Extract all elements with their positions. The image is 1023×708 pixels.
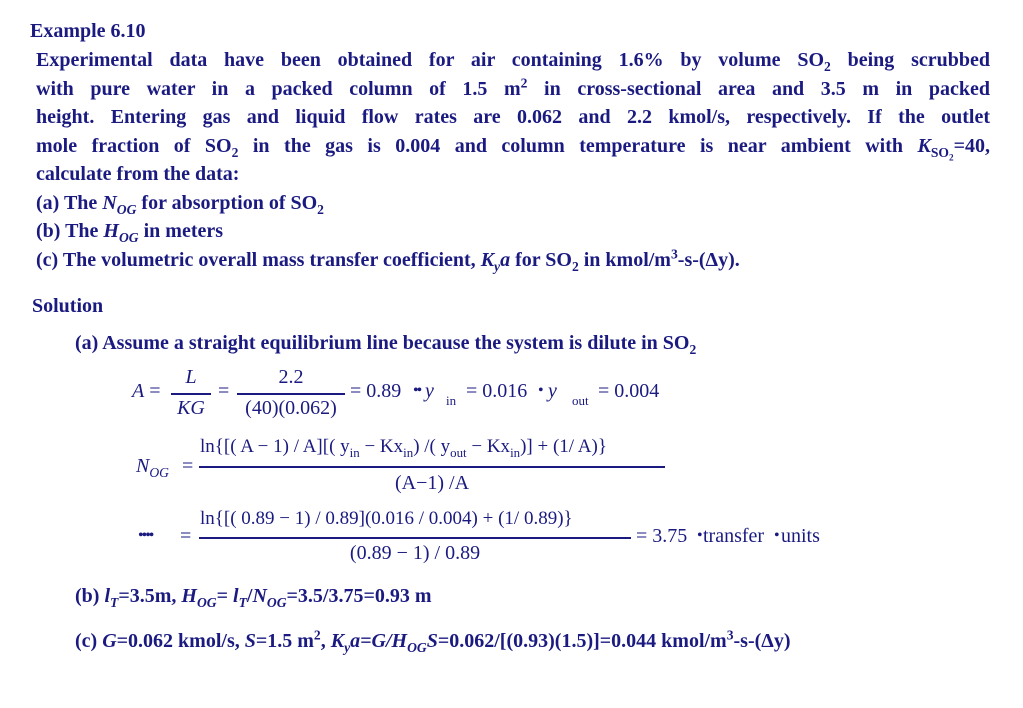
eq2-numerator: ln{[( A − 1) / A][( $y_{in} - Kx_{in}$) /( $y_{out} - Kx_{in})] + (1/$ A)}	[200, 436, 607, 460]
solution-heading: Solution	[32, 295, 104, 317]
problem-line-1: Experimental data have been obtained for air containing 1.6% by volume $SO_2$ being scrubbed	[36, 49, 991, 74]
problem-statement	[36, 46, 990, 274]
problem-item-c: (c) The volumetric overall mass transfer coefficient, $K_ya$ for $SO_2$ in kmol/$m^3-s-(\Delta y)$.	[36, 245, 740, 274]
problem-line-5: calculate from the data:	[36, 163, 240, 185]
eq2-bar	[199, 466, 665, 468]
problem-item-b: (b) The $H_{OG}$ in meters	[36, 220, 224, 245]
eq3-bar	[199, 537, 631, 539]
eq1-frac2-den: (40)(0.062)	[245, 397, 337, 419]
eq1-frac2-num: 2.2	[278, 366, 304, 388]
problem-line-2: with pure water in a packed column of 1.5 $m^2$ in cross-sectional area and 3.5 m in packed	[36, 74, 990, 100]
problem-line-3: height. Entering gas and liquid flow rates are 0.062 and 2.2 kmol/s, respectively. If the outlet	[36, 106, 990, 128]
eq3-numerator: ln{[( 0.89 − 1) / 0.89](0.016 / 0.004) + (1/ 0.89)}	[200, 508, 573, 529]
solution-part-b: (b) $l_T=3.5m$, $H_{OG}= l_T/N_{OG}=3.5/3.75=0.93$ m	[75, 585, 432, 610]
eq1-frac2-bar	[237, 393, 345, 395]
eq1-frac1-den: KG	[177, 397, 205, 419]
eq2-denominator: (A−1) /A	[394, 472, 470, 494]
eq1-frac1: L	[185, 366, 197, 388]
example-title: Example 6.10	[30, 20, 146, 42]
solution-part-a-statement: (a) Assume a straight equilibrium line because the system is dilute in $SO_2$	[75, 332, 697, 357]
eq3-denominator: (0.89 − 1) / 0.89	[349, 542, 481, 564]
solution-part-c: (c) G=0.062 kmol/s, S=1.5 $m^2$, $K_ya=G/H_{OG}S=0.062/[(0.93)(1.5)]=0.044$ kmol/$m^3-s-(\Delta y)$	[75, 627, 791, 655]
problem-line-4: mole fraction of $SO_2$ in the gas is 0.004 and column temperature is near ambient with $K_{SO_2}=40$,	[36, 134, 991, 163]
eq1-frac1-bar	[171, 393, 211, 395]
problem-item-a: (a) The $N_{OG}$ for absorption of $SO_2$	[36, 191, 324, 217]
